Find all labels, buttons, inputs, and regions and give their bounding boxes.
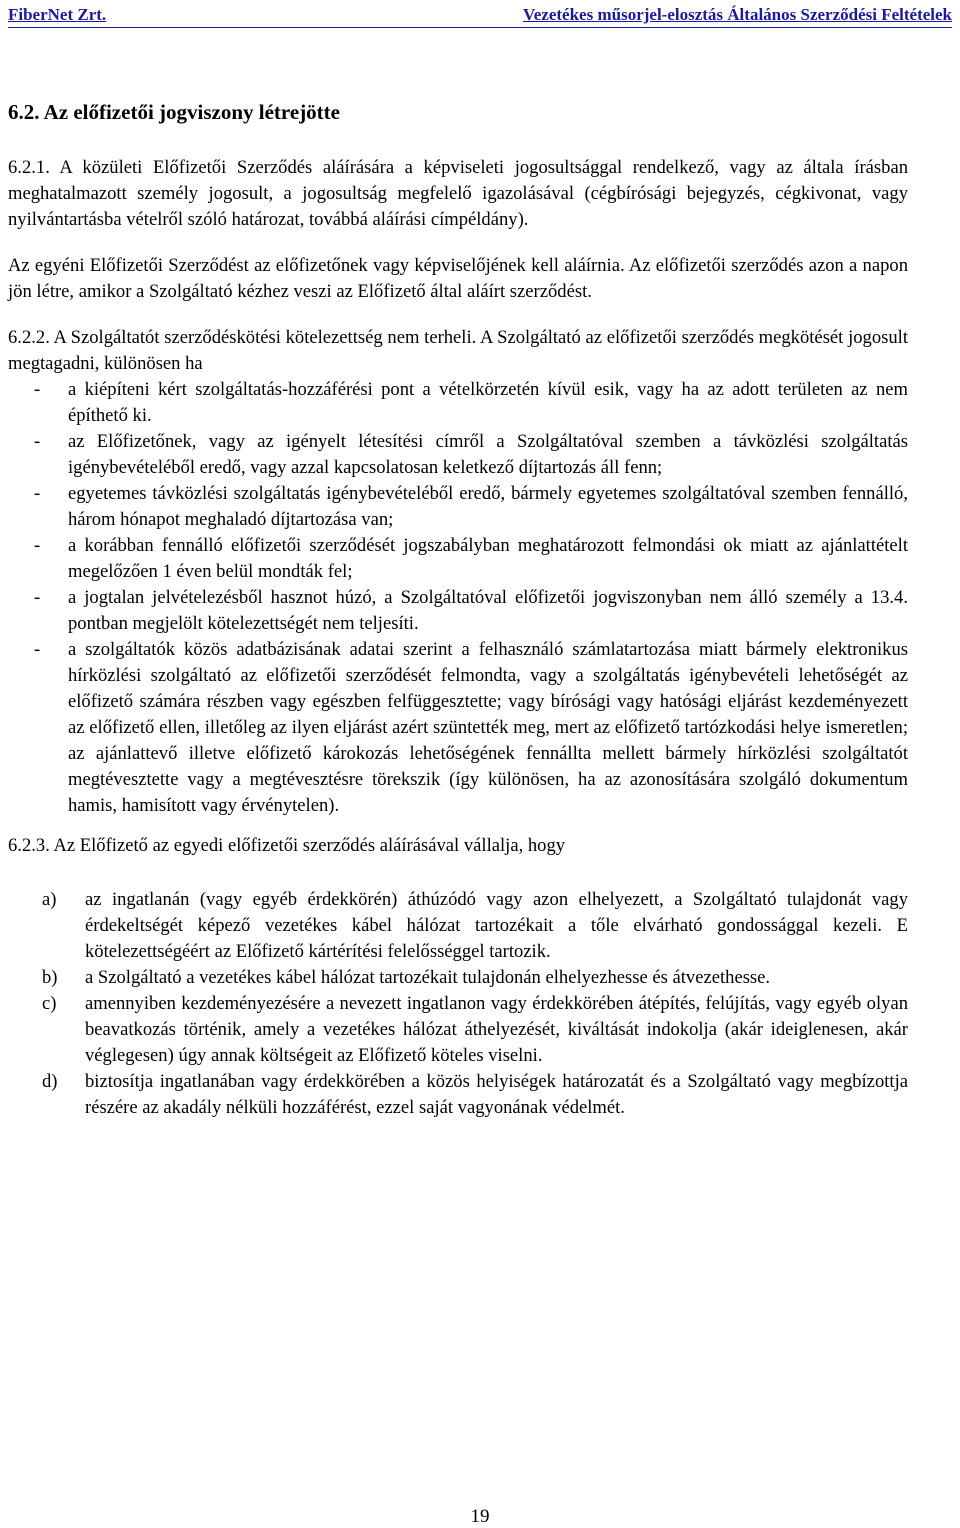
paragraph-individual-contract: Az egyéni Előfizetői Szerződést az előfizetőnek vagy képviselőjének kell aláírnia. Az előfizetői szerződés azon a napon jön létre, amikor a Szolgáltató kézhez veszi az Előfizető által aláírt szerződést.: [8, 255, 908, 302]
paragraph-6-2-3: 6.2.3. Az Előfizető az egyedi előfizetői szerződés aláírásával vállalja, hogy: [8, 835, 566, 856]
list-marker: b): [42, 967, 58, 988]
dash-marker: -: [34, 431, 41, 452]
dash-marker: -: [34, 379, 41, 400]
list-item: [8, 637, 908, 819]
dash-marker: -: [34, 587, 41, 608]
list-item-text: a korábban fennálló előfizetői szerződését jogszabályban meghatározott felmondási ok miatt az ajánlattételt megelőzően 1 éven belül mondták fel;: [68, 535, 908, 582]
header-doc-title: Vezetékes műsorjel-elosztás Általános Szerződési Feltételek: [523, 5, 952, 24]
dash-marker: -: [34, 639, 41, 660]
paragraph-6-2-2: 6.2.2. A Szolgáltatót szerződéskötési kötelezettség nem terheli. A Szolgáltató az előfizetői szerződés megkötését jogosult megtagadni, különösen ha: [8, 327, 908, 374]
list-item: [8, 965, 908, 991]
dash-marker: -: [34, 483, 41, 504]
list-item-text: az ingatlanán (vagy egyéb érdekkörén) áthúzódó vagy azon elhelyezett, a Szolgáltató tulajdonát vagy érdekeltségét képező vezetékes kábel hálózat tartozékait a tőle elvárható gondossággal kezeli. E kötelezettségéért az Előfizető kártérítési felelősséggel tartozik.: [85, 889, 908, 962]
page-header: [0, 0, 960, 30]
list-item: [8, 585, 908, 637]
document-body: [8, 155, 908, 1121]
list-item-text: amennyiben kezdeményezésére a nevezett ingatlanon vagy érdekkörében átépítés, felújítás, vagy egyéb olyan beavatkozás történik, amely a vezetékes hálózat áthelyezését, kiváltását indokolja (akár ideiglenesen, akár véglegesen) úgy annak költségeit az Előfizető köteles viselni.: [85, 993, 908, 1066]
list-marker: c): [42, 993, 57, 1014]
list-item: [8, 377, 908, 429]
list-item-text: a Szolgáltató a vezetékes kábel hálózat tartozékait tulajdonán elhelyezhesse és átvezethesse.: [85, 967, 771, 988]
page-number: 19: [470, 1506, 490, 1527]
list-item-text: a jogtalan jelvételezésből hasznot húzó, a Szolgáltatóval előfizetői jogviszonyban nem álló személy a 13.4. pontban megjelölt kötelezettségét nem teljesíti.: [68, 587, 908, 634]
list-item: [8, 429, 908, 481]
paragraph-6-2-1: 6.2.1. A közületi Előfizetői Szerződés aláírására a képviseleti jogosultsággal rendelkező, vagy az általa írásban meghatalmazott személy jogosult, a jogosultság megfelelő igazolásával (cégbírósági bejegyzés, cégkivonat, vagy nyilvántartásba vételről szóló határozat, továbbá aláírási címpéldány).: [8, 157, 908, 230]
list-marker: a): [42, 889, 57, 910]
list-item: [8, 887, 908, 965]
section-title: 6.2. Az előfizetői jogviszony létrejötte: [8, 100, 340, 124]
list-item: [8, 1069, 908, 1121]
dash-list: [8, 377, 908, 819]
list-item-text: a kiépíteni kért szolgáltatás-hozzáférési pont a vételkörzetén kívül esik, vagy ha az adott területen az nem építhető ki.: [68, 379, 908, 426]
header-rule: [8, 27, 952, 28]
list-item-text: a szolgáltatók közös adatbázisának adatai szerint a felhasználó számlatartozása miatt bármely elektronikus hírközlési szolgáltató az előfizetői szerződését felmondta, vagy a szolgáltatás igénybevételi lehetőségét az előfizető számára részben vagy egészben felfüggesztette; vagy bírósági vagy hatósági eljárást kezdeményezett az előfizető ellen, illetőleg az ilyen eljárást azért szüntették meg, mert az előfizető tartózkodási helye ismeretlen; az ajánlattevő illetve előfizető károkozás lehetőségének fennállta mellett bármely hírközlési szolgáltatót megtévesztette vagy a megtévesztésre törekszik (így különösen, ha az azonosítására szolgáló dokumentum hamis, hamisított vagy érvénytelen).: [68, 639, 908, 816]
list-item: [8, 533, 908, 585]
list-item: [8, 481, 908, 533]
list-item-text: biztosítja ingatlanában vagy érdekkörében a közös helyiségek határozatát és a Szolgáltató vagy megbízottja részére az akadály nélküli hozzáférést, ezzel saját vagyonának védelmét.: [85, 1071, 908, 1118]
list-item-text: egyetemes távközlési szolgáltatás igénybevételéből eredő, bármely egyetemes szolgáltatóval szemben fennálló, három hónapot meghaladó díjtartozása van;: [68, 483, 908, 530]
header-company: FiberNet Zrt.: [8, 5, 107, 24]
list-marker: d): [42, 1071, 58, 1092]
list-item: [8, 991, 908, 1069]
alpha-list: [8, 887, 908, 1121]
dash-marker: -: [34, 535, 41, 556]
list-item-text: az Előfizetőnek, vagy az igényelt létesítési címről a Szolgáltatóval szemben a távközlési szolgáltatás igénybevételéből eredő, vagy azzal kapcsolatosan keletkező díjtartozás áll fenn;: [68, 431, 908, 478]
